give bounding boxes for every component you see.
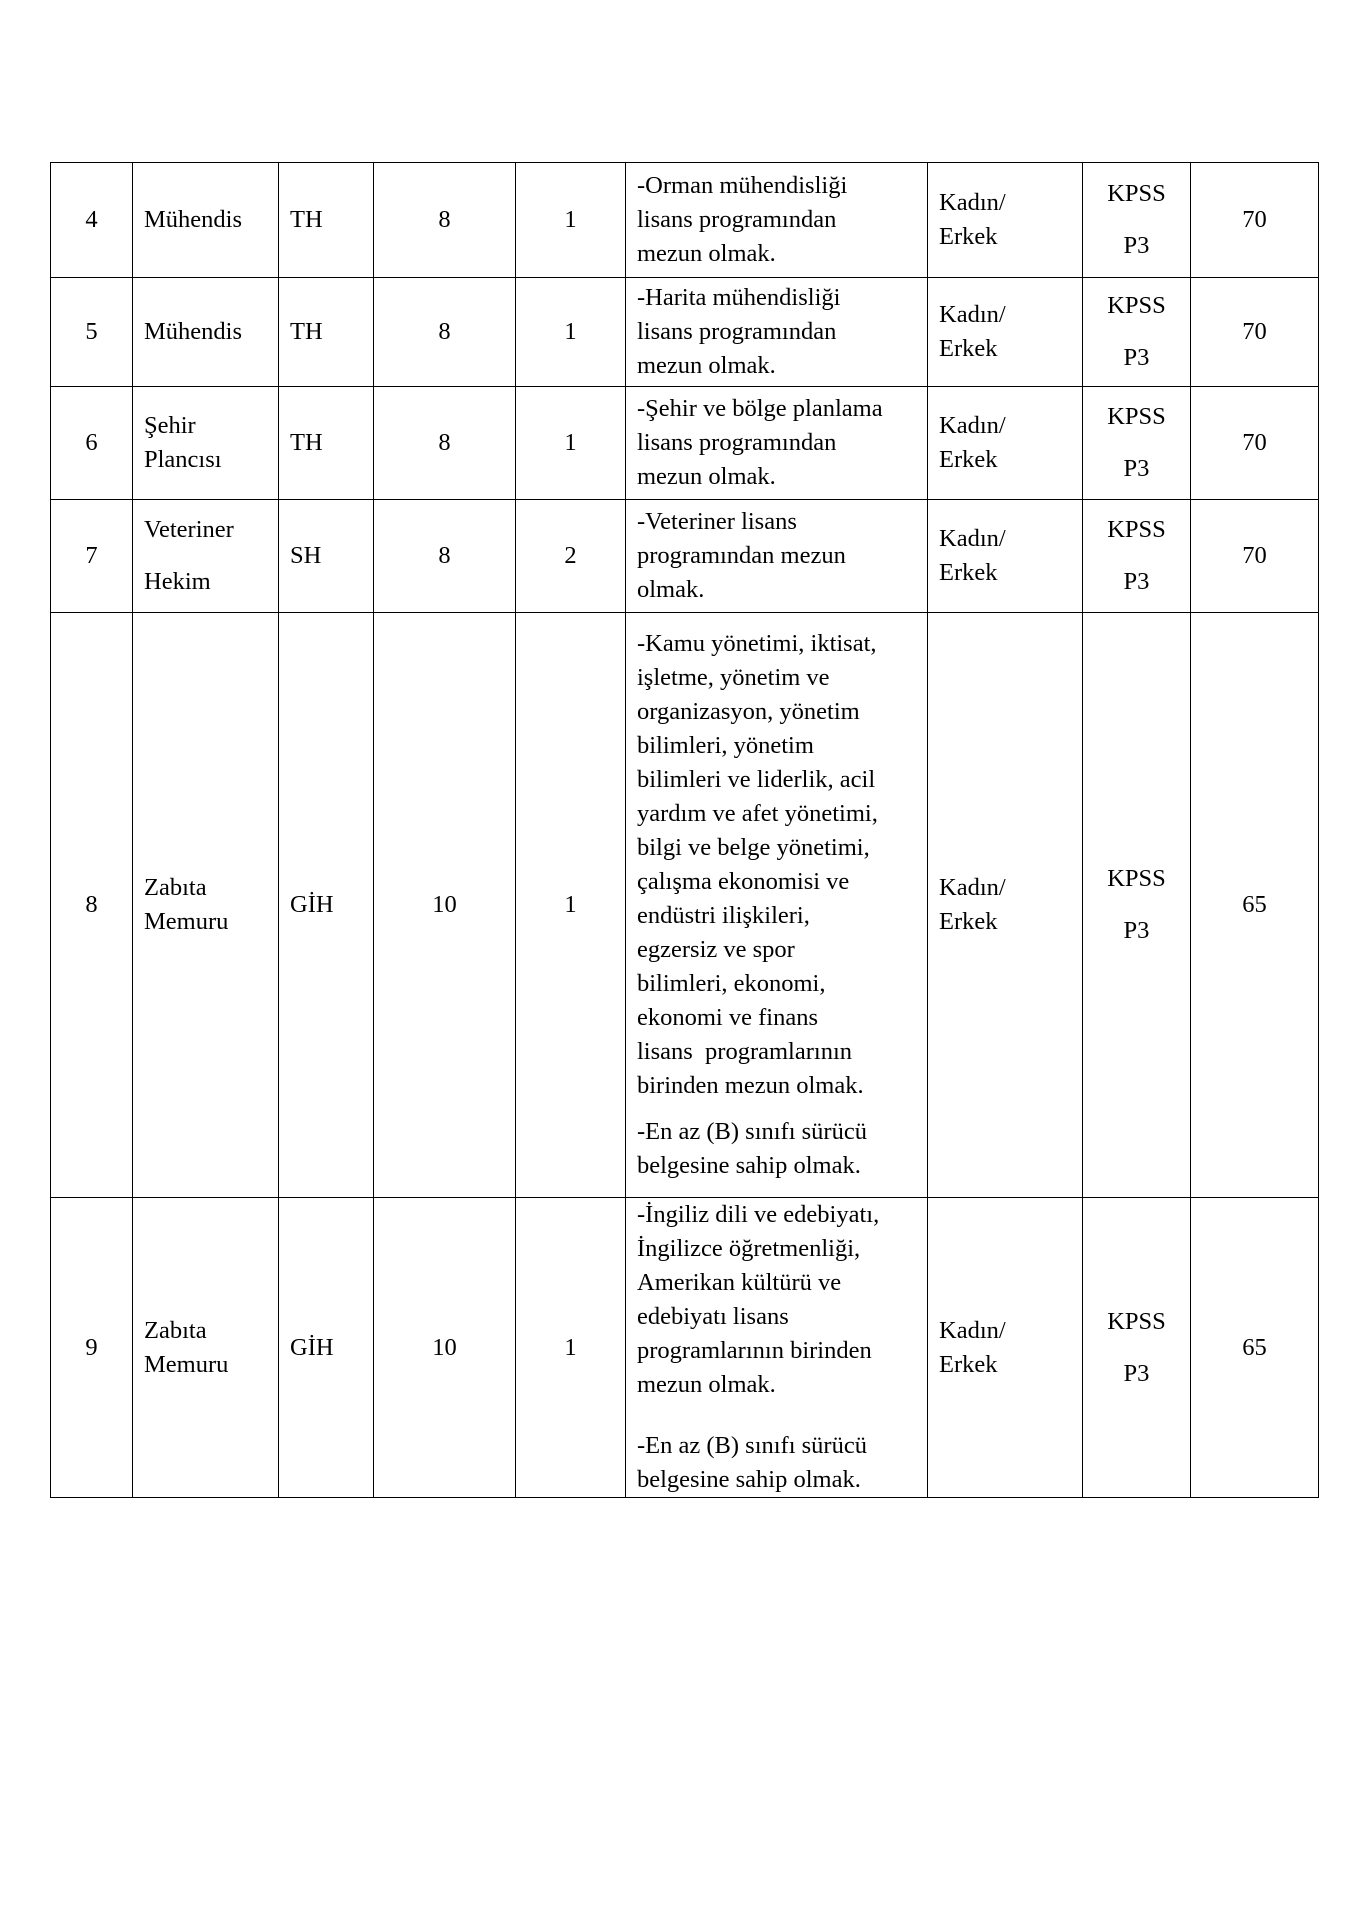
position-title	[133, 387, 279, 500]
class-code: GİH	[279, 613, 374, 1198]
qualification-line: programlarının birinden	[637, 1337, 872, 1364]
exam-score-type: P3	[1123, 455, 1150, 482]
exam-type	[1083, 613, 1191, 1198]
qualification-line: Amerikan kültürü ve	[637, 1269, 842, 1296]
exam-type	[1083, 163, 1191, 278]
exam-type	[1083, 500, 1191, 613]
qualification-line: çalışma ekonomisi ve	[637, 868, 850, 895]
qualifications	[626, 613, 928, 1198]
row-number: 5	[51, 278, 133, 387]
qualification-line: bilimleri, ekonomi,	[637, 970, 826, 997]
row-number: 9	[51, 1198, 133, 1498]
position-title-line: Memuru	[144, 1350, 229, 1378]
license-requirement	[637, 1429, 921, 1497]
qualification-line: işletme, yönetim ve	[637, 664, 830, 691]
minimum-score: 70	[1191, 163, 1319, 278]
class-code: TH	[279, 163, 374, 278]
gender	[928, 278, 1083, 387]
table-row	[51, 500, 1319, 613]
position-title-line: Zabıta	[144, 1316, 207, 1344]
exam-name: KPSS	[1107, 180, 1166, 207]
qualification-line: -Kamu yönetimi, iktisat,	[637, 630, 877, 657]
qualification-line: bilimleri ve liderlik, acil	[637, 766, 876, 793]
exam-score-type: P3	[1123, 917, 1150, 944]
gender-line: Kadın/	[939, 525, 1006, 552]
exam-type	[1083, 387, 1191, 500]
table-row	[51, 1198, 1319, 1498]
qualification-line: yardım ve afet yönetimi,	[637, 800, 878, 827]
table-row	[51, 278, 1319, 387]
qualification-line: lisans programından	[637, 206, 837, 233]
position-title-line: Zabıta	[144, 874, 207, 901]
position-title	[133, 500, 279, 613]
qualification-line: mezun olmak.	[637, 352, 776, 379]
gender-line: Kadın/	[939, 301, 1006, 328]
qualification-line: bilimleri, yönetim	[637, 732, 814, 759]
gender-line: Erkek	[939, 1350, 998, 1378]
gender	[928, 1198, 1083, 1498]
row-number: 4	[51, 163, 133, 278]
position-title: Mühendis	[133, 163, 279, 278]
qualification-line: mezun olmak.	[637, 1371, 776, 1398]
exam-name: KPSS	[1107, 292, 1166, 319]
row-number: 7	[51, 500, 133, 613]
position-title	[133, 1198, 279, 1498]
qualification-line: mezun olmak.	[637, 463, 776, 490]
table-row	[51, 613, 1319, 1198]
qualification-line: edebiyatı lisans	[637, 1303, 789, 1330]
license-requirement	[637, 1115, 921, 1183]
exam-score-type: P3	[1123, 1359, 1150, 1387]
exam-score-type: P3	[1123, 568, 1150, 595]
qualification-line: -Şehir ve bölge planlama	[637, 395, 883, 422]
exam-type	[1083, 278, 1191, 387]
qualifications	[626, 500, 928, 613]
grade: 8	[374, 278, 516, 387]
exam-name: KPSS	[1107, 516, 1166, 543]
position-title-line: Şehir	[144, 412, 196, 439]
qualifications	[626, 1198, 928, 1498]
position-count: 1	[516, 387, 626, 500]
qualification-line: egzersiz ve spor	[637, 936, 795, 963]
qualifications	[626, 278, 928, 387]
qualification-line: mezun olmak.	[637, 240, 776, 267]
position-count: 2	[516, 500, 626, 613]
gender	[928, 163, 1083, 278]
minimum-score: 70	[1191, 278, 1319, 387]
qualification-line: ekonomi ve finans	[637, 1004, 818, 1031]
qualifications	[626, 163, 928, 278]
qualification-line: lisans programından	[637, 429, 837, 456]
qualification-line: olmak.	[637, 576, 705, 603]
exam-name: KPSS	[1107, 1307, 1166, 1335]
gender-line: Erkek	[939, 446, 998, 473]
class-code: TH	[279, 387, 374, 500]
minimum-score: 70	[1191, 387, 1319, 500]
position-title-line: Memuru	[144, 908, 229, 935]
qualification-line: -En az (B) sınıfı sürücü	[637, 1118, 867, 1145]
row-number: 8	[51, 613, 133, 1198]
gender-line: Erkek	[939, 223, 998, 250]
gender-line: Kadın/	[939, 1316, 1006, 1344]
table-row	[51, 163, 1319, 278]
qualification-line: -Harita mühendisliği	[637, 284, 841, 311]
gender	[928, 387, 1083, 500]
exam-name: KPSS	[1107, 403, 1166, 430]
minimum-score: 70	[1191, 500, 1319, 613]
class-code: TH	[279, 278, 374, 387]
position-title-line: Plancısı	[144, 446, 222, 473]
position-title: Mühendis	[133, 278, 279, 387]
class-code: GİH	[279, 1198, 374, 1498]
position-title	[133, 613, 279, 1198]
qualification-line: lisans programlarının	[637, 1038, 853, 1065]
grade: 10	[374, 613, 516, 1198]
gender	[928, 500, 1083, 613]
gender-line: Erkek	[939, 908, 998, 935]
gender-line: Kadın/	[939, 412, 1006, 439]
exam-score-type: P3	[1123, 232, 1150, 259]
grade: 8	[374, 500, 516, 613]
grade: 10	[374, 1198, 516, 1498]
position-count: 1	[516, 278, 626, 387]
gender-line: Erkek	[939, 335, 998, 362]
exam-name: KPSS	[1107, 865, 1166, 892]
row-number: 6	[51, 387, 133, 500]
class-code: SH	[279, 500, 374, 613]
qualification-line: organizasyon, yönetim	[637, 698, 860, 725]
position-count: 1	[516, 1198, 626, 1498]
position-count: 1	[516, 163, 626, 278]
grade: 8	[374, 163, 516, 278]
minimum-score: 65	[1191, 613, 1319, 1198]
qualification-line: İngilizce öğretmenliği,	[637, 1235, 861, 1262]
position-table-page	[50, 162, 1318, 1498]
qualification-line: belgesine sahip olmak.	[637, 1466, 861, 1493]
qualification-line: birinden mezun olmak.	[637, 1072, 864, 1099]
table-row	[51, 387, 1319, 500]
qualification-line: bilgi ve belge yönetimi,	[637, 834, 870, 861]
qualification-line: lisans programından	[637, 318, 837, 345]
qualification-line: belgesine sahip olmak.	[637, 1152, 861, 1179]
qualification-line: endüstri ilişkileri,	[637, 902, 810, 929]
gender-line: Kadın/	[939, 189, 1006, 216]
grade: 8	[374, 387, 516, 500]
position-count: 1	[516, 613, 626, 1198]
qualification-line: programından mezun	[637, 542, 846, 569]
qualification-line: -İngiliz dili ve edebiyatı,	[637, 1201, 880, 1228]
gender-line: Erkek	[939, 559, 998, 586]
qualification-line: -Orman mühendisliği	[637, 172, 848, 199]
qualification-line: -En az (B) sınıfı sürücü	[637, 1432, 867, 1459]
exam-type	[1083, 1198, 1191, 1498]
position-table	[50, 162, 1319, 1498]
gender-line: Kadın/	[939, 874, 1006, 901]
qualifications	[626, 387, 928, 500]
position-title-line: Hekim	[144, 568, 211, 595]
minimum-score: 65	[1191, 1198, 1319, 1498]
position-title-line: Veteriner	[144, 516, 234, 543]
qualification-line: -Veteriner lisans	[637, 508, 797, 535]
exam-score-type: P3	[1123, 344, 1150, 371]
gender	[928, 613, 1083, 1198]
